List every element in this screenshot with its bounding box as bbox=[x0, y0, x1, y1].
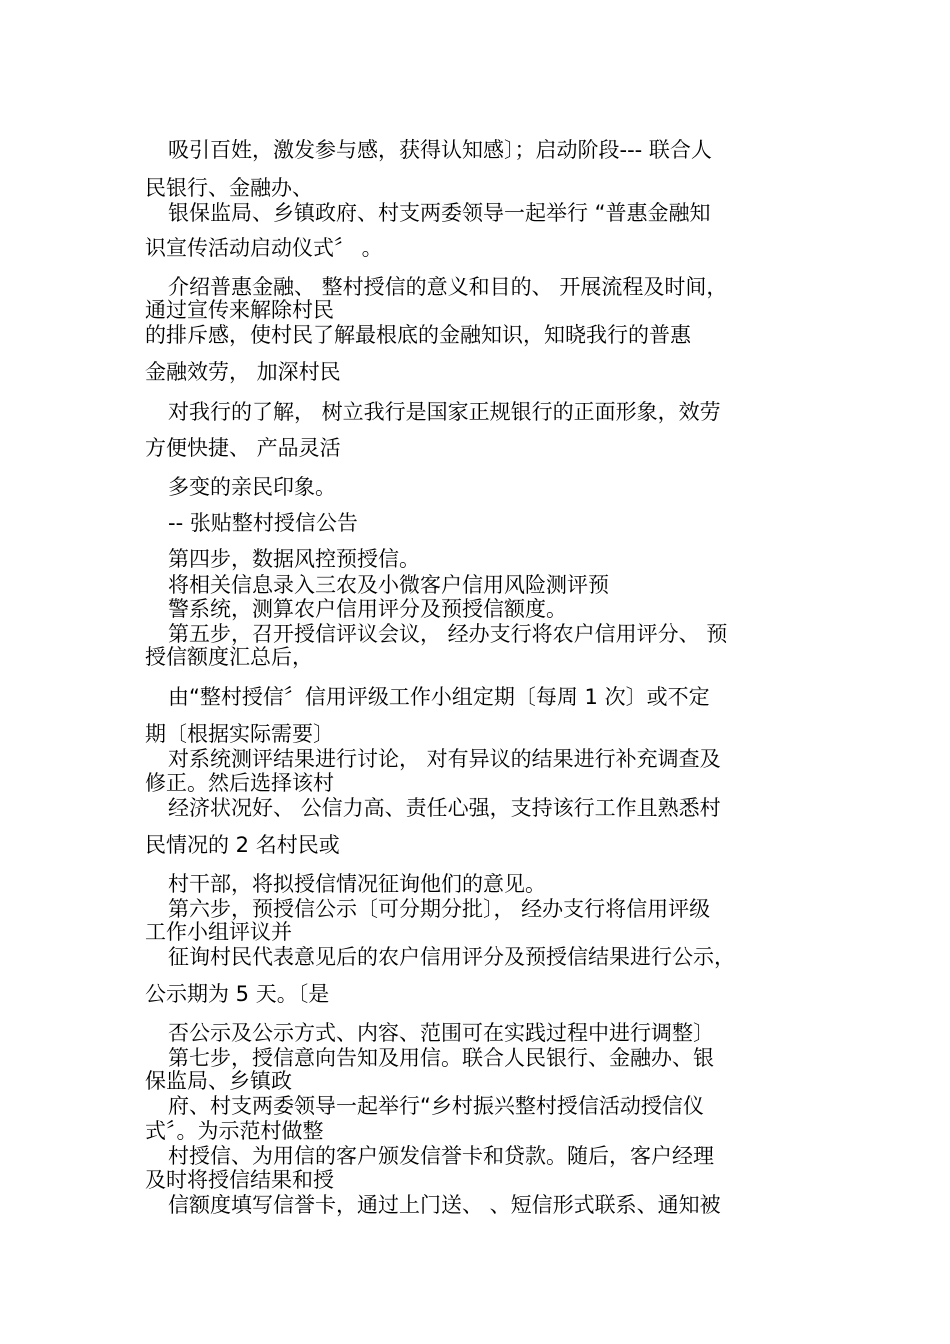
text-line: 修正。然后选择该村 bbox=[145, 771, 334, 795]
text-line: 第四步，数据风控预授信。 bbox=[168, 547, 420, 571]
text-line: 银保监局、乡镇政府、村支两委领导一起举行 “普惠金融知 bbox=[168, 201, 711, 225]
text-line: 对我行的了解， 树立我行是国家正规银行的正面形象，效劳 bbox=[168, 400, 721, 424]
text-line: 否公示及公示方式、内容、范围可在实践过程中进行调整〕 bbox=[168, 1021, 714, 1045]
text-line: 村授信、为用信的客户颁发信誉卡和贷款。随后，客户经理 bbox=[168, 1144, 714, 1168]
text-line: 征询村民代表意见后的农户信用评分及预授信结果进行公示， bbox=[168, 945, 735, 969]
text-line: 信额度填写信誉卡，通过上门送、 、短信形式联系、通知被 bbox=[168, 1193, 721, 1217]
text-line: -- 张贴整村授信公告 bbox=[168, 511, 358, 535]
text-line: 经济状况好、 公信力高、责任心强，支持该行工作且熟悉村 bbox=[168, 796, 721, 820]
text-line: 方便快捷、 产品灵活 bbox=[145, 436, 341, 460]
text-line: 由“整村授信〞信用评级工作小组定期〔每周 1 次〕或不定 bbox=[168, 685, 710, 709]
text-line: 警系统，测算农户信用评分及预授信额度。 bbox=[168, 597, 567, 621]
text-line: 府、村支两委领导一起举行“乡村振兴整村授信活动授信仪 bbox=[168, 1094, 704, 1118]
text-line: 通过宣传来解除村民 bbox=[145, 298, 334, 322]
text-line: 授信额度汇总后， bbox=[145, 645, 313, 669]
text-line: 第五步，召开授信评议会议， 经办支行将农户信用评分、 预 bbox=[168, 622, 728, 646]
text-line: 第七步，授信意向告知及用信。联合人民银行、金融办、银 bbox=[168, 1046, 714, 1070]
text-line: 式〞。为示范村做整 bbox=[145, 1119, 324, 1143]
text-line: 保监局、乡镇政 bbox=[145, 1069, 292, 1093]
text-line: 对系统测评结果进行讨论， 对有异议的结果进行补充调查及 bbox=[168, 747, 721, 771]
text-line: 及时将授信结果和授 bbox=[145, 1168, 334, 1192]
text-line: 金融效劳， 加深村民 bbox=[145, 360, 341, 384]
text-line: 工作小组评议并 bbox=[145, 920, 292, 944]
text-line: 识宣传活动启动仪式〞 。 bbox=[145, 236, 383, 260]
text-line: 吸引百姓，激发参与感，获得认知感〕；启动阶段--- 联合人 bbox=[168, 138, 712, 162]
text-line: 介绍普惠金融、 整村授信的意义和目的、 开展流程及时间， bbox=[168, 275, 728, 299]
text-line: 将相关信息录入三农及小微客户信用风险测评预 bbox=[168, 573, 609, 597]
text-line: 第六步，预授信公示〔可分期分批〕， 经办支行将信用评级 bbox=[168, 897, 711, 921]
text-line: 民银行、金融办、 bbox=[145, 176, 313, 200]
text-line: 期〔根据实际需要〕 bbox=[145, 722, 334, 746]
text-line: 多变的亲民印象。 bbox=[168, 475, 336, 499]
text-line: 民情况的 2 名村民或 bbox=[145, 833, 340, 857]
text-line: 公示期为 5 天。〔是 bbox=[145, 982, 330, 1006]
text-line: 村干部，将拟授信情况征询他们的意见。 bbox=[168, 872, 546, 896]
text-line: 的排斥感，使村民了解最根底的金融知识，知晓我行的普惠 bbox=[145, 323, 691, 347]
